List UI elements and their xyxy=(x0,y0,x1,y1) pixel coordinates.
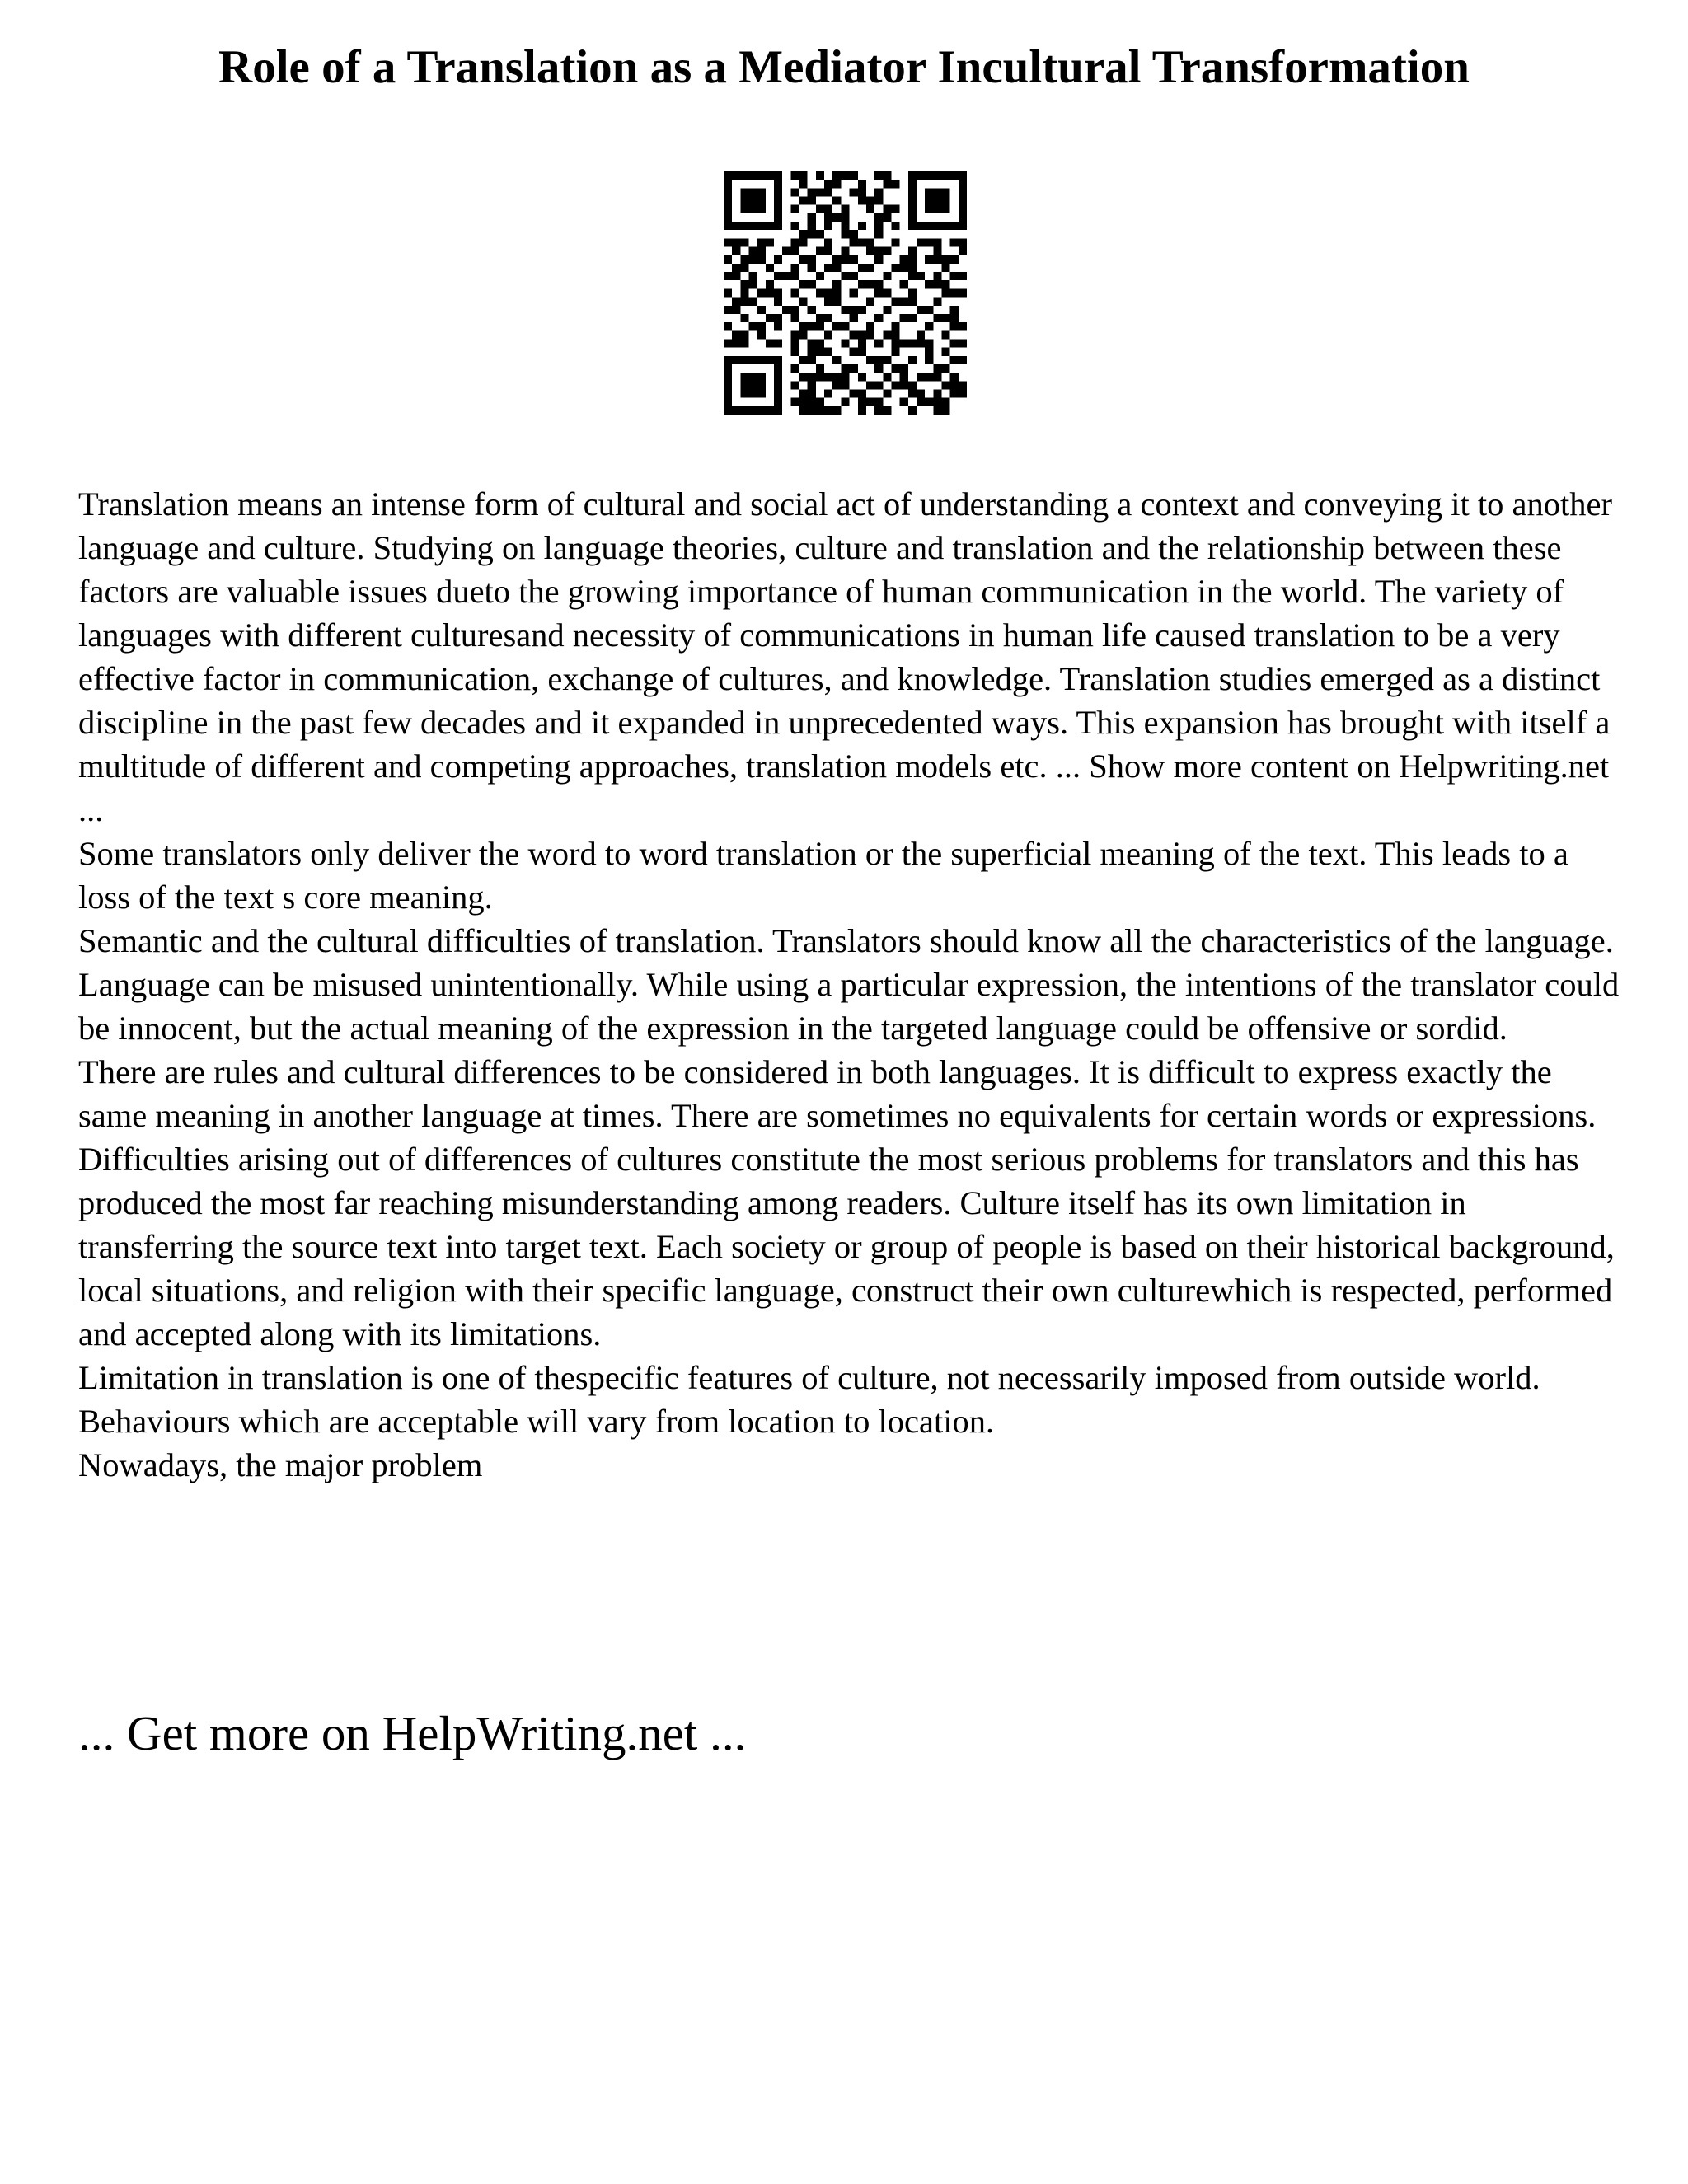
paragraph-6: Difficulties arising out of differences of cultures constitute the most serious problems for translators and this has produced the most far reaching misunderstanding among readers. Culture itself has its own limitation in transferring the source text into target text. Each society or group of people is based on their historical background, local situations, and religion with their specific language, construct their own culturewhich is respected, performed and accepted along with its limitations. xyxy=(78,1141,1615,1352)
paragraph-4: Language can be misused unintentionally. While using a particular expression, the intentions of the translator could be innocent, but the actual meaning of the expression in the targeted language could be offensive or sordid. xyxy=(78,966,1620,1047)
paragraph-2: Some translators only deliver the word to word translation or the superficial meaning of the text. This leads to a loss of the text s core meaning. xyxy=(78,835,1568,916)
paragraph-8: Nowadays, the major problem xyxy=(78,1446,483,1483)
page-title: Role of a Translation as a Mediator Incultural Transformation xyxy=(218,41,1470,93)
article-body xyxy=(78,482,1628,1487)
paragraph-3: Semantic and the cultural difficulties of translation. Translators should know all the characteristics of the language. xyxy=(78,922,1614,959)
qr-code-icon xyxy=(724,171,967,415)
get-more-link[interactable]: ... Get more on HelpWriting.net ... xyxy=(78,1706,747,1760)
paragraph-7: Limitation in translation is one of thespecific features of culture, not necessarily imposed from outside world. Behaviours which are acceptable will vary from location to location. xyxy=(78,1359,1540,1440)
paragraph-5: There are rules and cultural differences to be considered in both languages. It is difficult to express exactly the same meaning in another language at times. There are sometimes no equivalents for certain words or expressions. xyxy=(78,1053,1597,1134)
paragraph-1: Translation means an intense form of cultural and social act of understanding a context and conveying it to another language and culture. Studying on language theories, culture and translation and the relationship between these factors are valuable issues dueto the growing importance of human communication in the world. The variety of languages with different culturesand necessity of communications in human life caused translation to be a very effective factor in communication, exchange of cultures, and knowledge. Translation studies emerged as a distinct discipline in the past few decades and it expanded in unprecedented ways. This expansion has brought with itself a multitude of different and competing approaches, translation models etc. ... Show more content on Helpwriting.net ... xyxy=(78,485,1612,828)
